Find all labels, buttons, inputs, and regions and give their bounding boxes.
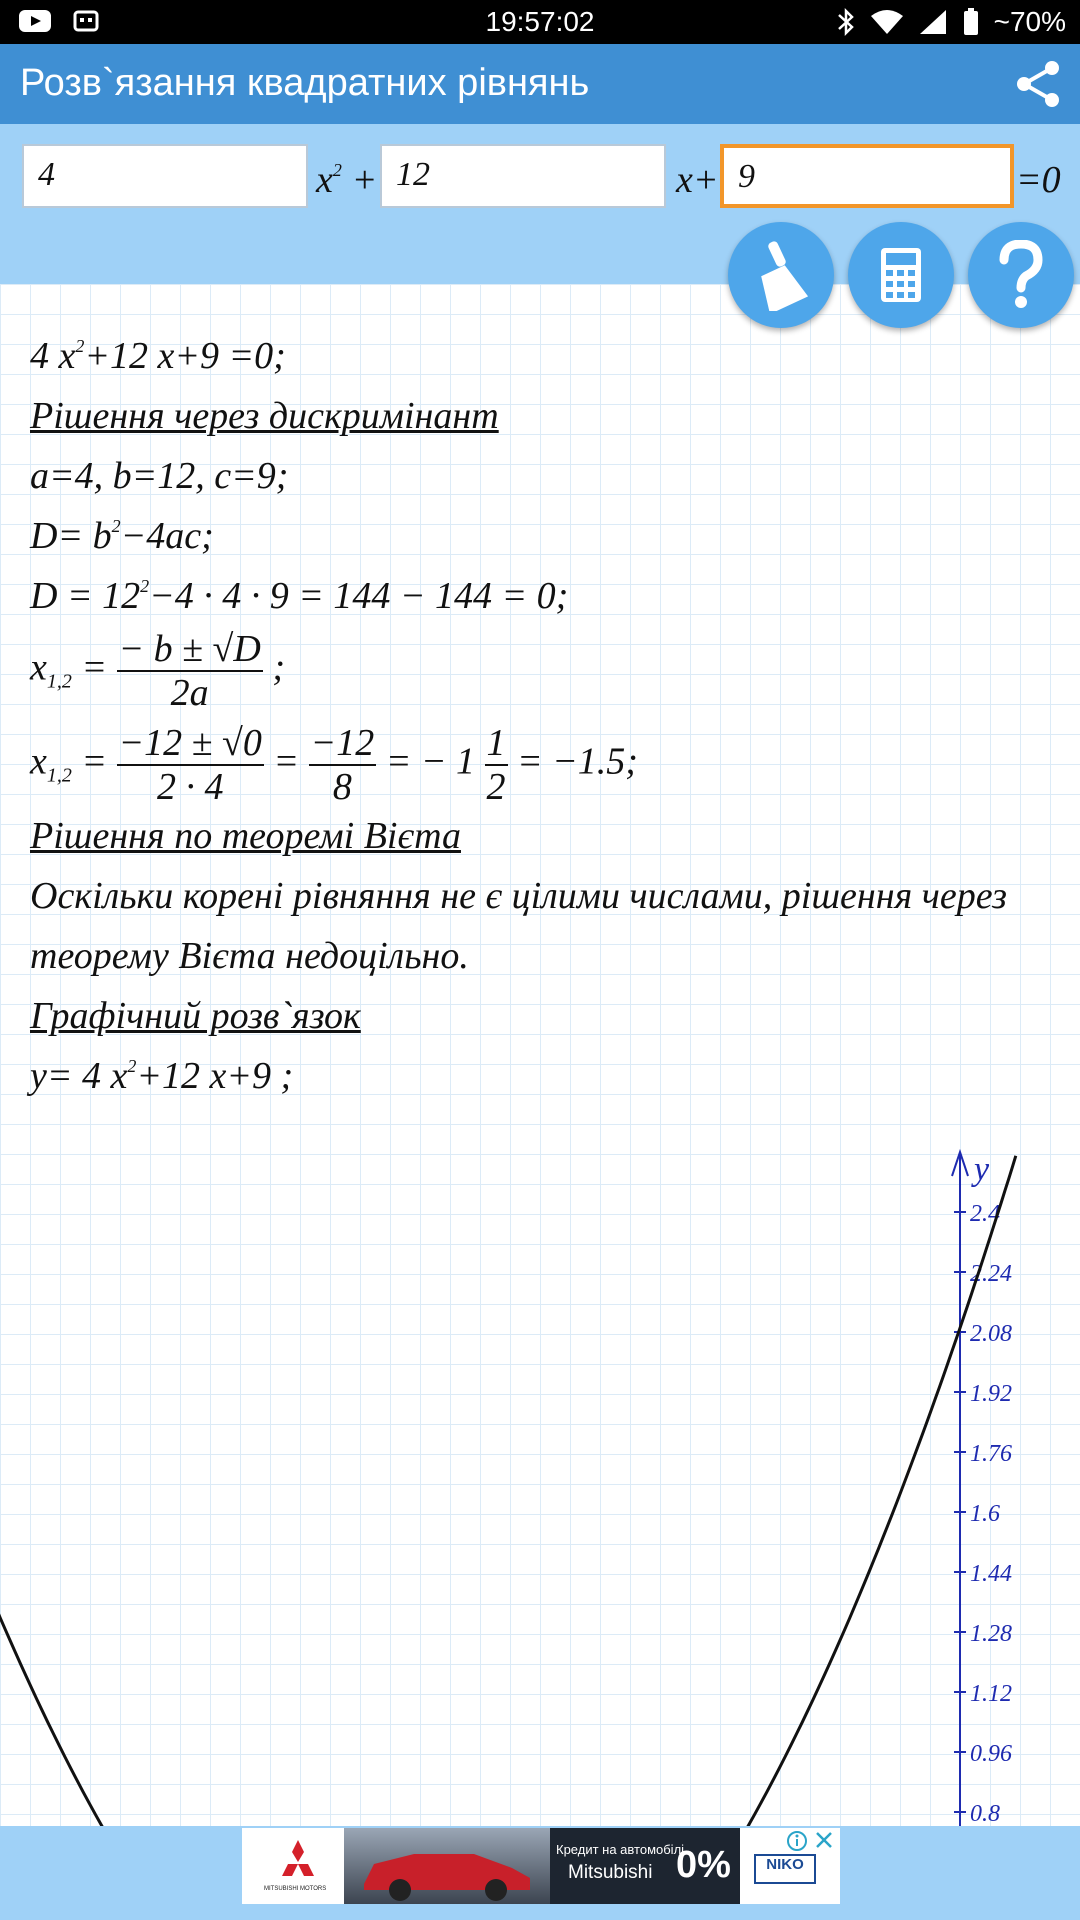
share-icon[interactable] [1012, 58, 1064, 110]
ad-close-icon[interactable] [814, 1830, 834, 1850]
ad-info-icon[interactable] [786, 1830, 808, 1852]
ad-text-1: Кредит на автомобілі [556, 1842, 685, 1857]
ad-text-2: Mitsubishi [568, 1862, 653, 1883]
signal-icon [918, 8, 948, 36]
parabola-right-branch [735, 1156, 1016, 1826]
y-tick-label: 2.08 [970, 1321, 1012, 1347]
roots-formula: $x_{1,2}$ = $\frac{- b \pm √D}{2a}$ ; [30, 628, 285, 714]
calculator-icon [879, 246, 923, 304]
coefficients-line: a=4, b=12, c=9; [30, 455, 289, 497]
y-tick-label: 2.4 [970, 1201, 1000, 1227]
ad-rate: 0% [676, 1844, 731, 1886]
discriminant-formula: $D= b^2-4ac$; [30, 515, 214, 557]
question-icon [996, 240, 1046, 310]
vieta-text-line-1: Оскільки корені рівняння не є цілими числами, рішення через [30, 875, 1007, 917]
x2-label: $x^2$ [316, 159, 342, 201]
equation-line: 4 $x^2+12$ x+9 =0; [30, 335, 286, 377]
graph-equation: y= 4 $x^2+12$ x+9 ; [30, 1055, 294, 1097]
discriminant-header: Рішення через дискримінант [30, 395, 499, 437]
status-bar [0, 0, 1080, 44]
parabola-graph [0, 1140, 1080, 1826]
vieta-header: Рішення по теоремі Вієта [30, 815, 461, 857]
x-label: x+ [676, 159, 719, 201]
coef-c-input[interactable]: 9 [720, 144, 1014, 208]
y-tick-label: 0.8 [970, 1801, 1000, 1826]
y-tick-label: 2.24 [970, 1261, 1012, 1287]
coef-a-input[interactable]: 4 [22, 144, 308, 208]
battery-level: ~70% [993, 6, 1066, 37]
battery-icon [962, 7, 980, 37]
app-title: Розв`язання квадратних рівнянь [20, 62, 590, 104]
ad-brand: MITSUBISHI MOTORS [264, 1886, 327, 1892]
clear-button[interactable] [728, 222, 834, 328]
brush-icon [750, 239, 812, 311]
ad-banner[interactable] [242, 1828, 840, 1904]
parabola-left-branch [0, 1156, 115, 1826]
clock: 19:57:02 [485, 6, 595, 37]
ad-text-panel [550, 1828, 740, 1904]
y-tick-label: 1.28 [970, 1621, 1012, 1647]
wifi-icon [870, 8, 904, 36]
y-axis-label: y [974, 1151, 990, 1188]
app-bar [0, 44, 1080, 124]
bluetooth-icon [836, 7, 856, 37]
ad-car-image [344, 1828, 550, 1904]
plus-label: + [354, 159, 376, 201]
equals-zero-label: =0 [1016, 159, 1061, 201]
discriminant-calc: $D = 12^2-4 \cdot 4 \cdot 9 = 144 - 144 = 0$; [30, 575, 569, 617]
y-tick-label: 0.96 [970, 1741, 1012, 1767]
graph-header: Графічний розв`язок [30, 995, 361, 1037]
coef-b-input[interactable]: 12 [380, 144, 666, 208]
roots-calc: $x_{1,2}$ = $\frac{-12 \pm √0}{2 \cdot 4}$ = $\frac{-12}{8}$ = − 1 $\frac{1}{2}$ = −1.5; [30, 722, 638, 808]
y-tick-label: 1.6 [970, 1501, 1000, 1527]
y-tick-label: 1.44 [970, 1561, 1012, 1587]
help-button[interactable] [968, 222, 1074, 328]
calculator-button[interactable] [848, 222, 954, 328]
y-tick-label: 1.12 [970, 1681, 1012, 1707]
ad-dealer-logo: NIKO [754, 1854, 816, 1884]
y-tick-label: 1.76 [970, 1441, 1012, 1467]
car-icon [344, 1828, 550, 1904]
vieta-text-line-2: теорему Вієта недоцільно. [30, 935, 469, 977]
y-tick-label: 1.92 [970, 1381, 1012, 1407]
